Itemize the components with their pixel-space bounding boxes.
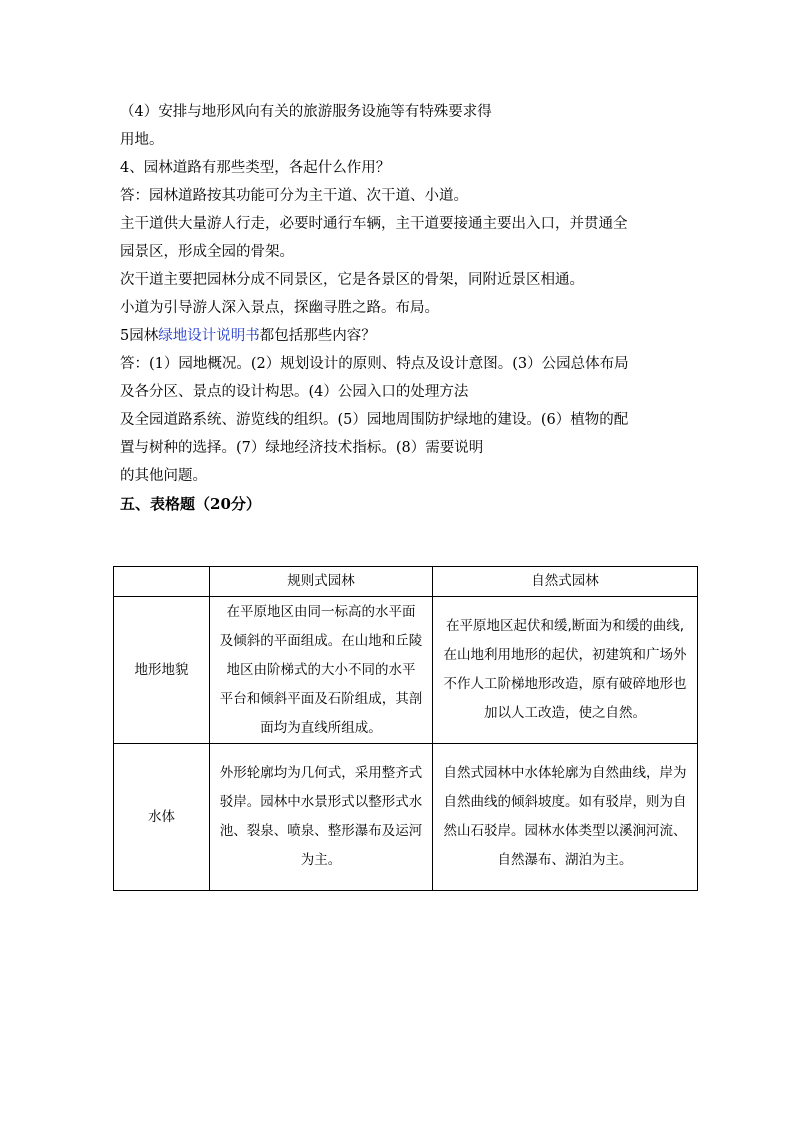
design-spec-link[interactable]: 绿地设计说明书 [158, 328, 260, 344]
question-5-prefix: 5园林 [120, 328, 159, 344]
paragraph: （4）安排与地形风向有关的旅游服务设施等有特殊要求得 [120, 104, 492, 120]
paragraph: 小道为引导游人深入景点，探幽寻胜之路。布局。 [120, 300, 439, 316]
paragraph: 的其他问题。 [120, 468, 207, 484]
question-4: 4、园林道路有那些类型，各起什么作用？ [120, 160, 391, 176]
document-body [120, 98, 680, 518]
paragraph: 及全园道路系统、游览线的组织。(5）园地周围防护绿地的建设。(6）植物的配 [120, 412, 629, 428]
header-cell-empty [114, 567, 210, 597]
section-heading: 五、表格题（20分） [120, 495, 261, 513]
paragraph: 主干道供大量游人行走，必要时通行车辆，主干道要接通主要出入口，并贯通全 [120, 216, 628, 232]
question-5-suffix: 都包括那些内容？ [259, 328, 376, 344]
answer-5: 答：(1）园地概况。(2）规划设计的原则、特点及设计意图。(3）公园总体布局 [120, 356, 629, 372]
row-label: 地形地貌 [114, 597, 210, 744]
paragraph: 置与树种的选择。(7）绿地经济技术指标。(8）需要说明 [120, 440, 484, 456]
comparison-table [113, 566, 698, 891]
answer-4: 答：园林道路按其功能可分为主干道、次干道、小道。 [120, 188, 468, 204]
paragraph: 园景区，形成全园的骨架。 [120, 244, 294, 260]
paragraph: 次干道主要把园林分成不同景区，它是各景区的骨架，同附近景区相通。 [120, 272, 584, 288]
natural-cell: 在平原地区起伏和缓,断面为和缓的曲线, 在山地利用地形的起伏，初建筑和广场外 不作人工阶梯地形改造，原有破碎地形也 加以人工改造，使之自然。 [433, 597, 698, 744]
table-row [114, 744, 698, 891]
natural-cell: 自然式园林中水体轮廓为自然曲线，岸为 自然曲线的倾斜坡度。如有驳岸，则为自 然山石驳岸。园林水体类型以溪涧河流、 自然瀑布、湖泊为主。 [433, 744, 698, 891]
table-row [114, 597, 698, 744]
row-label: 水体 [114, 744, 210, 891]
paragraph: 用地。 [120, 132, 164, 148]
question-5 [120, 322, 680, 350]
regular-cell: 在平原地区由同一标高的水平面 及倾斜的平面组成。在山地和丘陵 地区由阶梯式的大小不同的水平 平台和倾斜平面及石阶组成，其剖 面均为直线所组成。 [210, 597, 433, 744]
header-cell-natural: 自然式园林 [433, 567, 698, 597]
regular-cell: 外形轮廓均为几何式，采用整齐式 驳岸。园林中水景形式以整形式水 池、裂泉、喷泉、整形瀑布及运河 为主。 [210, 744, 433, 891]
table-header-row [114, 567, 698, 597]
paragraph: 及各分区、景点的设计构思。(4）公园入口的处理方法 [120, 384, 469, 400]
header-cell-regular: 规则式园林 [210, 567, 433, 597]
